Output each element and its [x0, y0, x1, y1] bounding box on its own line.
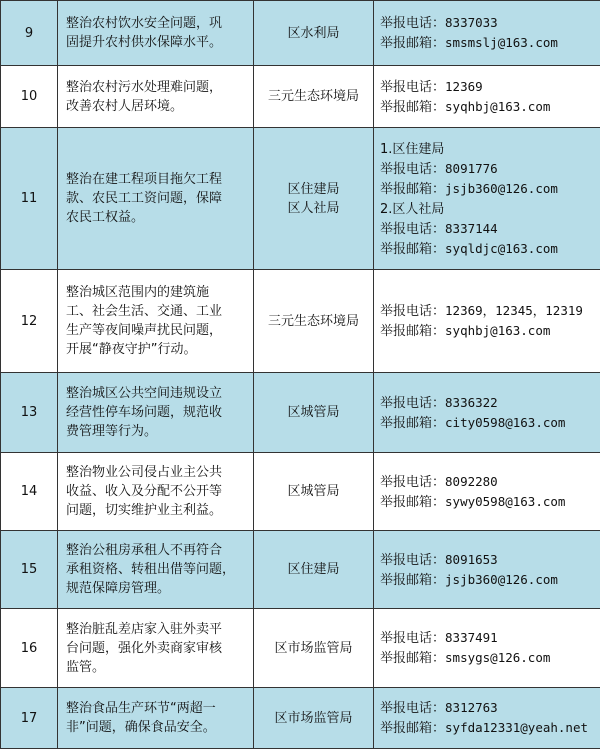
contact-value: 8337144 [445, 220, 498, 236]
responsible-department [254, 453, 374, 531]
contact-value: 8336322 [445, 394, 498, 410]
contact-line [380, 321, 600, 341]
issue-line: 整治在建工程项目拖欠工程 [66, 172, 223, 187]
issue-line: 整治食品生产环节“两超一 [66, 701, 216, 716]
issue-line: 工、社会生活、交通、工业 [66, 304, 223, 319]
issue-description [58, 688, 254, 749]
department-name: 区城管局 [287, 484, 340, 499]
contact-value: syqhbj@163.com [445, 323, 551, 338]
responsible-department [254, 609, 374, 688]
issue-line: 规范保障房管理。 [66, 581, 171, 596]
department-name: 区人社局 [287, 200, 340, 216]
contact-label: 举报电话： [380, 395, 446, 411]
table-row [1, 1, 600, 66]
issue-line: 整治公租房承租人不再符合 [66, 543, 223, 558]
row-number: 16 [1, 609, 58, 688]
table-row [1, 531, 600, 609]
contact-line [380, 648, 600, 668]
responsible-department [254, 66, 374, 128]
department-name: 区住建局 [287, 181, 340, 197]
table-row [1, 128, 600, 270]
contact-line [380, 219, 600, 239]
contact-label: 举报电话： [380, 474, 446, 490]
contact-line [380, 33, 600, 53]
issue-line: 监管。 [66, 659, 106, 675]
row-number: 13 [1, 373, 58, 453]
row-number: 11 [1, 128, 58, 270]
contact-label: 举报邮箱： [380, 721, 446, 736]
contact-value: syqldjc@163.com [445, 240, 558, 256]
contact-label: 2.区人社局 [380, 201, 445, 217]
contact-value: city0598@163.com [445, 414, 566, 430]
issue-line: 经营性停车场问题，规范收 [66, 405, 223, 420]
contact-line [380, 550, 600, 570]
report-contact [374, 609, 600, 688]
issue-description [58, 1, 254, 66]
contact-value: 8312763 [445, 700, 498, 715]
contact-label: 举报电话： [380, 79, 446, 95]
responsible-department [254, 688, 374, 749]
contact-label: 举报电话： [380, 304, 446, 319]
contact-line [380, 698, 600, 718]
table-body [1, 1, 600, 749]
contact-line [380, 301, 600, 321]
issue-line: 非”问题，确保食品安全。 [66, 720, 216, 735]
report-contact [374, 531, 600, 609]
contact-label: 举报邮箱： [380, 181, 446, 197]
issue-line: 整治物业公司侵占业主公共 [66, 465, 223, 480]
issue-line: 承租资格、转租出借等问题， [66, 562, 236, 577]
contact-label: 举报邮箱： [380, 36, 446, 51]
issue-line: 整治农村污水处理难问题， [66, 79, 223, 95]
report-contact [374, 453, 600, 531]
contact-value: 12369 [445, 78, 483, 94]
issue-line: 收益、收入及分配不公开等 [66, 484, 223, 499]
issue-description [58, 531, 254, 609]
issue-description [58, 453, 254, 531]
table-row [1, 373, 600, 453]
contact-value: syqhbj@163.com [445, 98, 551, 114]
contact-line [380, 628, 600, 648]
contact-line [380, 179, 600, 199]
issue-description [58, 270, 254, 373]
contact-label: 举报邮箱： [380, 572, 446, 588]
contact-line [380, 570, 600, 590]
table-row [1, 688, 600, 749]
department-name: 区市场监管局 [274, 640, 353, 656]
contact-label: 举报邮箱： [380, 494, 446, 510]
department-name: 区城管局 [287, 405, 340, 420]
contact-value: 8337491 [445, 630, 498, 645]
contact-label: 举报邮箱： [380, 651, 446, 666]
contact-label: 举报邮箱： [380, 241, 446, 257]
responsible-department [254, 531, 374, 609]
report-contact [374, 128, 600, 270]
issue-line: 整治城区公共空间违规设立 [66, 386, 223, 401]
contact-label: 举报邮箱： [380, 324, 446, 339]
contact-line [380, 472, 600, 492]
responsible-department [254, 270, 374, 373]
contact-line [380, 139, 600, 159]
contact-label: 举报电话： [380, 631, 446, 646]
table-row [1, 609, 600, 688]
contact-line [380, 718, 600, 738]
row-number: 14 [1, 453, 58, 531]
contact-label: 举报电话： [380, 161, 446, 177]
report-contact [374, 270, 600, 373]
report-contact [374, 66, 600, 128]
row-number: 9 [1, 1, 58, 66]
issue-description [58, 66, 254, 128]
issue-description [58, 373, 254, 453]
contact-label: 举报电话： [380, 701, 446, 716]
contact-value: 8091776 [445, 160, 498, 176]
contact-line [380, 97, 600, 117]
table-row [1, 270, 600, 373]
contact-value: jsjb360@126.com [445, 571, 558, 587]
row-number: 17 [1, 688, 58, 749]
issue-line: 固提升农村供水保障水平。 [66, 35, 223, 50]
issue-line: 改善农村人居环境。 [66, 98, 184, 114]
contact-label: 举报电话： [380, 16, 446, 31]
contact-value: 12369，12345，12319 [445, 303, 583, 318]
table-row [1, 66, 600, 128]
responsible-department [254, 373, 374, 453]
contact-value: sywy0598@163.com [445, 493, 566, 509]
issue-line: 农民工权益。 [66, 210, 145, 225]
issue-description [58, 609, 254, 688]
contact-value: smsmslj@163.com [445, 35, 558, 50]
contact-value: 8337033 [445, 15, 498, 30]
table-row [1, 453, 600, 531]
issue-line: 费管理等行为。 [66, 424, 158, 439]
report-contact [374, 1, 600, 66]
responsible-department [254, 1, 374, 66]
contact-label: 举报电话： [380, 552, 446, 568]
contact-line [380, 393, 600, 413]
issue-line: 台问题，强化外卖商家审核 [66, 640, 223, 656]
contact-label: 举报电话： [380, 221, 446, 237]
department-name: 区市场监管局 [274, 710, 353, 726]
contact-line [380, 77, 600, 97]
contact-label: 1.区住建局 [380, 141, 445, 157]
issue-description [58, 128, 254, 270]
row-number: 12 [1, 270, 58, 373]
issue-line: 开展“静夜守护”行动。 [66, 342, 197, 357]
contact-value: smsygs@126.com [445, 650, 551, 665]
department-name: 区住建局 [287, 562, 340, 577]
row-number: 10 [1, 66, 58, 128]
contact-label: 举报邮箱： [380, 415, 446, 431]
issue-line: 款、农民工工资问题，保障 [66, 191, 223, 206]
contact-line [380, 413, 600, 433]
contact-label: 举报邮箱： [380, 99, 446, 115]
report-contact [374, 688, 600, 749]
issue-line: 生产等夜间噪声扰民问题， [66, 323, 223, 338]
row-number: 15 [1, 531, 58, 609]
report-contact [374, 373, 600, 453]
department-name: 三元生态环境局 [267, 89, 359, 104]
contact-line [380, 159, 600, 179]
contact-value: 8092280 [445, 473, 498, 489]
department-name: 区水利局 [287, 25, 340, 41]
issue-line: 整治城区范围内的建筑施 [66, 285, 210, 300]
issue-line: 整治脏乱差店家入驻外卖平 [66, 621, 223, 637]
contact-line [380, 492, 600, 512]
contact-value: 8091653 [445, 551, 498, 567]
contact-line [380, 13, 600, 33]
department-name: 三元生态环境局 [267, 313, 359, 329]
issue-line: 整治农村饮水安全问题，巩 [66, 16, 223, 31]
contact-line [380, 199, 600, 219]
contact-line [380, 239, 600, 259]
responsible-department [254, 128, 374, 270]
contact-value: syfda12331@yeah.net [445, 720, 589, 735]
issue-line: 问题，切实维护业主利益。 [66, 503, 223, 518]
contact-value: jsjb360@126.com [445, 180, 558, 196]
